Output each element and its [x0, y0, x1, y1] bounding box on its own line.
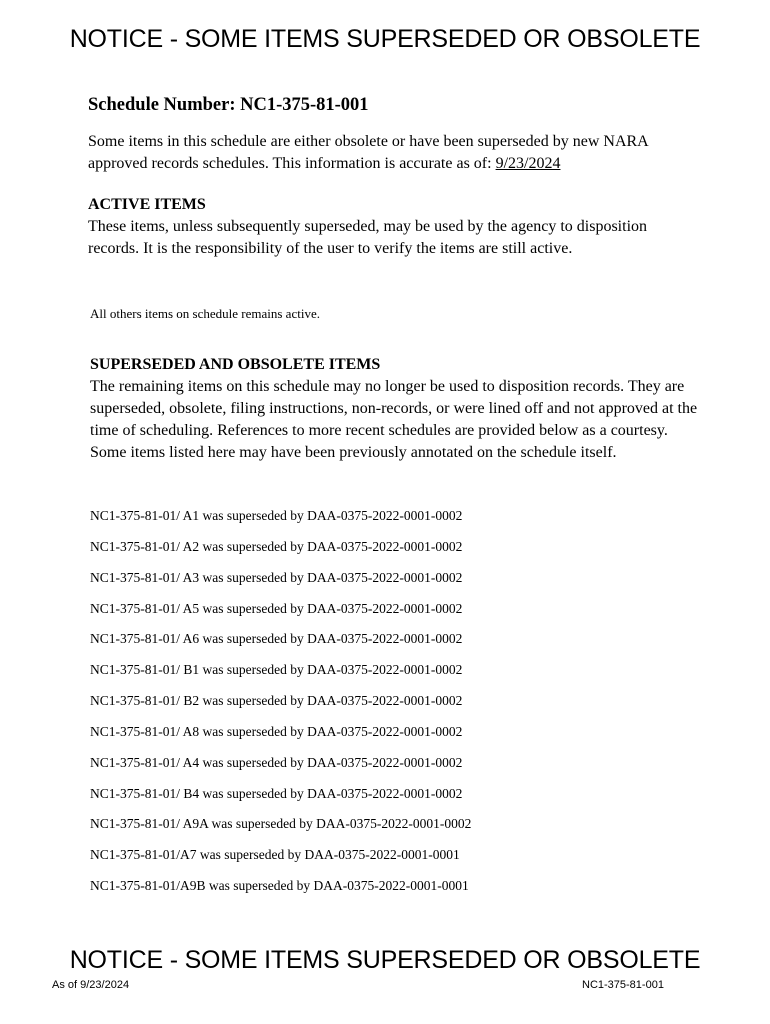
intro-text: Some items in this schedule are either obsolete or have been superseded by new NARA approved records schedules. This information is accurate as of:	[88, 133, 648, 172]
footer-schedule-id: NC1-375-81-001	[582, 979, 664, 991]
superseded-item: NC1-375-81-01/ A3 was superseded by DAA-0375-2022-0001-0002	[90, 569, 463, 585]
active-items-text: These items, unless subsequently superseded, may be used by the agency to disposition records. It is the responsibility of the user to verify the items are still active.	[88, 218, 648, 257]
schedule-number-heading: Schedule Number: NC1-375-81-001	[88, 95, 369, 115]
active-items-heading: ACTIVE ITEMS	[88, 196, 206, 213]
footer-as-of-date: As of 9/23/2024	[52, 979, 130, 991]
superseded-items-list	[90, 506, 471, 907]
intro-paragraph	[88, 131, 688, 175]
superseded-item: NC1-375-81-01/ B4 was superseded by DAA-0375-2022-0001-0002	[90, 785, 463, 801]
superseded-items-heading: SUPERSEDED AND OBSOLETE ITEMS	[90, 356, 381, 373]
notice-banner-bottom: NOTICE - SOME ITEMS SUPERSEDED OR OBSOLETE	[69, 946, 701, 974]
active-items-note: All others items on schedule remains active.	[90, 306, 320, 321]
superseded-item: NC1-375-81-01/ A4 was superseded by DAA-0375-2022-0001-0002	[90, 754, 463, 770]
superseded-item: NC1-375-81-01/ A5 was superseded by DAA-0375-2022-0001-0002	[90, 600, 463, 616]
superseded-item: NC1-375-81-01/ A8 was superseded by DAA-0375-2022-0001-0002	[90, 723, 463, 739]
superseded-item: NC1-375-81-01/ A6 was superseded by DAA-0375-2022-0001-0002	[90, 631, 463, 647]
superseded-item: NC1-375-81-01/ A9A was superseded by DAA-0375-2022-0001-0002	[90, 816, 472, 832]
superseded-items-text: The remaining items on this schedule may no longer be used to disposition records. They are superseded, obsolete, filing instructions, non-records, or were lined off and not approved at the time of scheduling. References to more recent schedules are provided below as a courtesy. Some items listed here may have been previously annotated on the schedule itself.	[90, 378, 698, 461]
superseded-item: NC1-375-81-01/ A1 was superseded by DAA-0375-2022-0001-0002	[90, 508, 463, 523]
superseded-item: NC1-375-81-01/ A2 was superseded by DAA-0375-2022-0001-0002	[90, 538, 463, 554]
accuracy-date: 9/23/2024	[495, 155, 561, 172]
superseded-item: NC1-375-81-01/ B2 was superseded by DAA-0375-2022-0001-0002	[90, 693, 463, 709]
superseded-item: NC1-375-81-01/A7 was superseded by DAA-0375-2022-0001-0001	[90, 847, 460, 863]
notice-banner-top: NOTICE - SOME ITEMS SUPERSEDED OR OBSOLETE	[69, 25, 701, 53]
superseded-item: NC1-375-81-01/A9B was superseded by DAA-0375-2022-0001-0001	[90, 878, 469, 894]
superseded-item: NC1-375-81-01/ B1 was superseded by DAA-0375-2022-0001-0002	[90, 662, 463, 678]
